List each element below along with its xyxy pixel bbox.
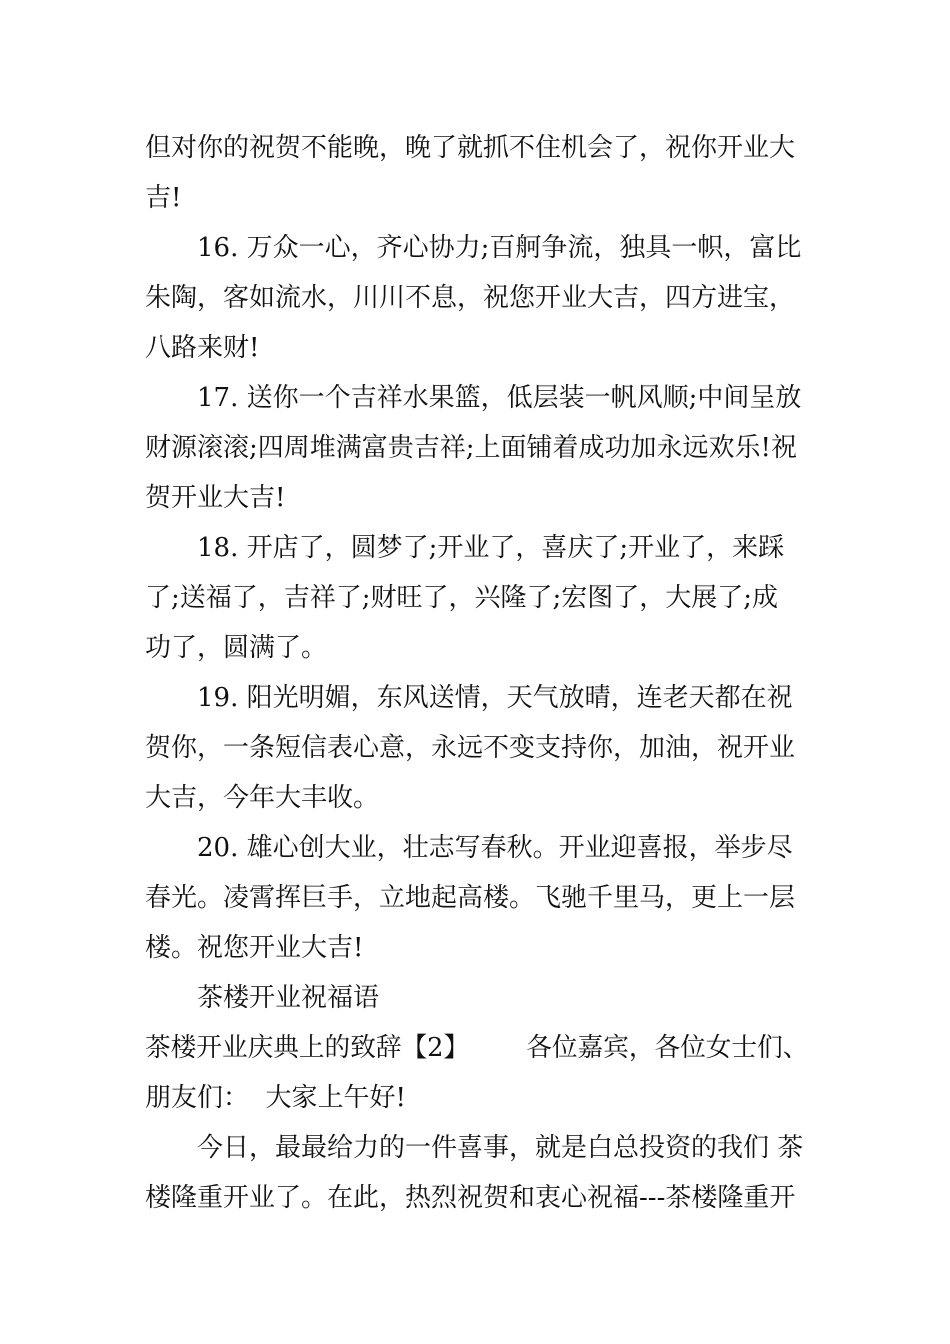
text-line: 贺开业大吉! <box>145 483 286 513</box>
text-line: 功了，圆满了。 <box>145 633 328 663</box>
text-line: 朱陶，客如流水，川川不息，祝您开业大吉，四方进宝， <box>145 283 796 313</box>
text-line: 贺你，一条短信表心意，永远不变支持你，加油，祝开业 <box>145 733 796 763</box>
text-line: 八路来财! <box>145 333 260 363</box>
text-line: 20. 雄心创大业，壮志写春秋。开业迎喜报，举步尽 <box>197 833 793 863</box>
text-line: 了;送福了，吉祥了;财旺了，兴隆了;宏图了，大展了;成 <box>145 583 779 613</box>
text-line: 吉! <box>145 183 182 213</box>
text-line: 17. 送你一个吉祥水果篮，低层装一帆风顺;中间呈放 <box>197 383 802 413</box>
text-line: 今日，最最给力的一件喜事，就是白总投资的我们 茶 <box>197 1133 804 1163</box>
text-line: 楼。祝您开业大吉! <box>145 933 364 963</box>
text-line: 茶楼开业庆典上的致辞【2】 各位嘉宾，各位女士们、 <box>145 1033 809 1063</box>
text-line: 楼隆重开业了。在此，热烈祝贺和衷心祝福---茶楼隆重开 <box>145 1183 796 1213</box>
text-line: 16. 万众一心，齐心协力;百舸争流，独具一帜，富比 <box>197 233 802 263</box>
text-line: 春光。凌霄挥巨手，立地起高楼。飞驰千里马，更上一层 <box>145 883 796 913</box>
section-heading: 茶楼开业祝福语 <box>197 983 380 1013</box>
text-line: 18. 开店了，圆梦了;开业了，喜庆了;开业了，来踩 <box>197 533 785 563</box>
text-line: 财源滚滚;四周堆满富贵吉祥;上面铺着成功加永远欢乐!祝 <box>145 433 797 463</box>
text-line: 朋友们： 大家上午好! <box>145 1083 406 1113</box>
text-line: 大吉，今年大丰收。 <box>145 783 380 813</box>
text-line: 19. 阳光明媚，东风送情，天气放晴，连老天都在祝 <box>197 683 793 713</box>
text-line: 但对你的祝贺不能晚，晚了就抓不住机会了，祝你开业大 <box>145 133 796 163</box>
